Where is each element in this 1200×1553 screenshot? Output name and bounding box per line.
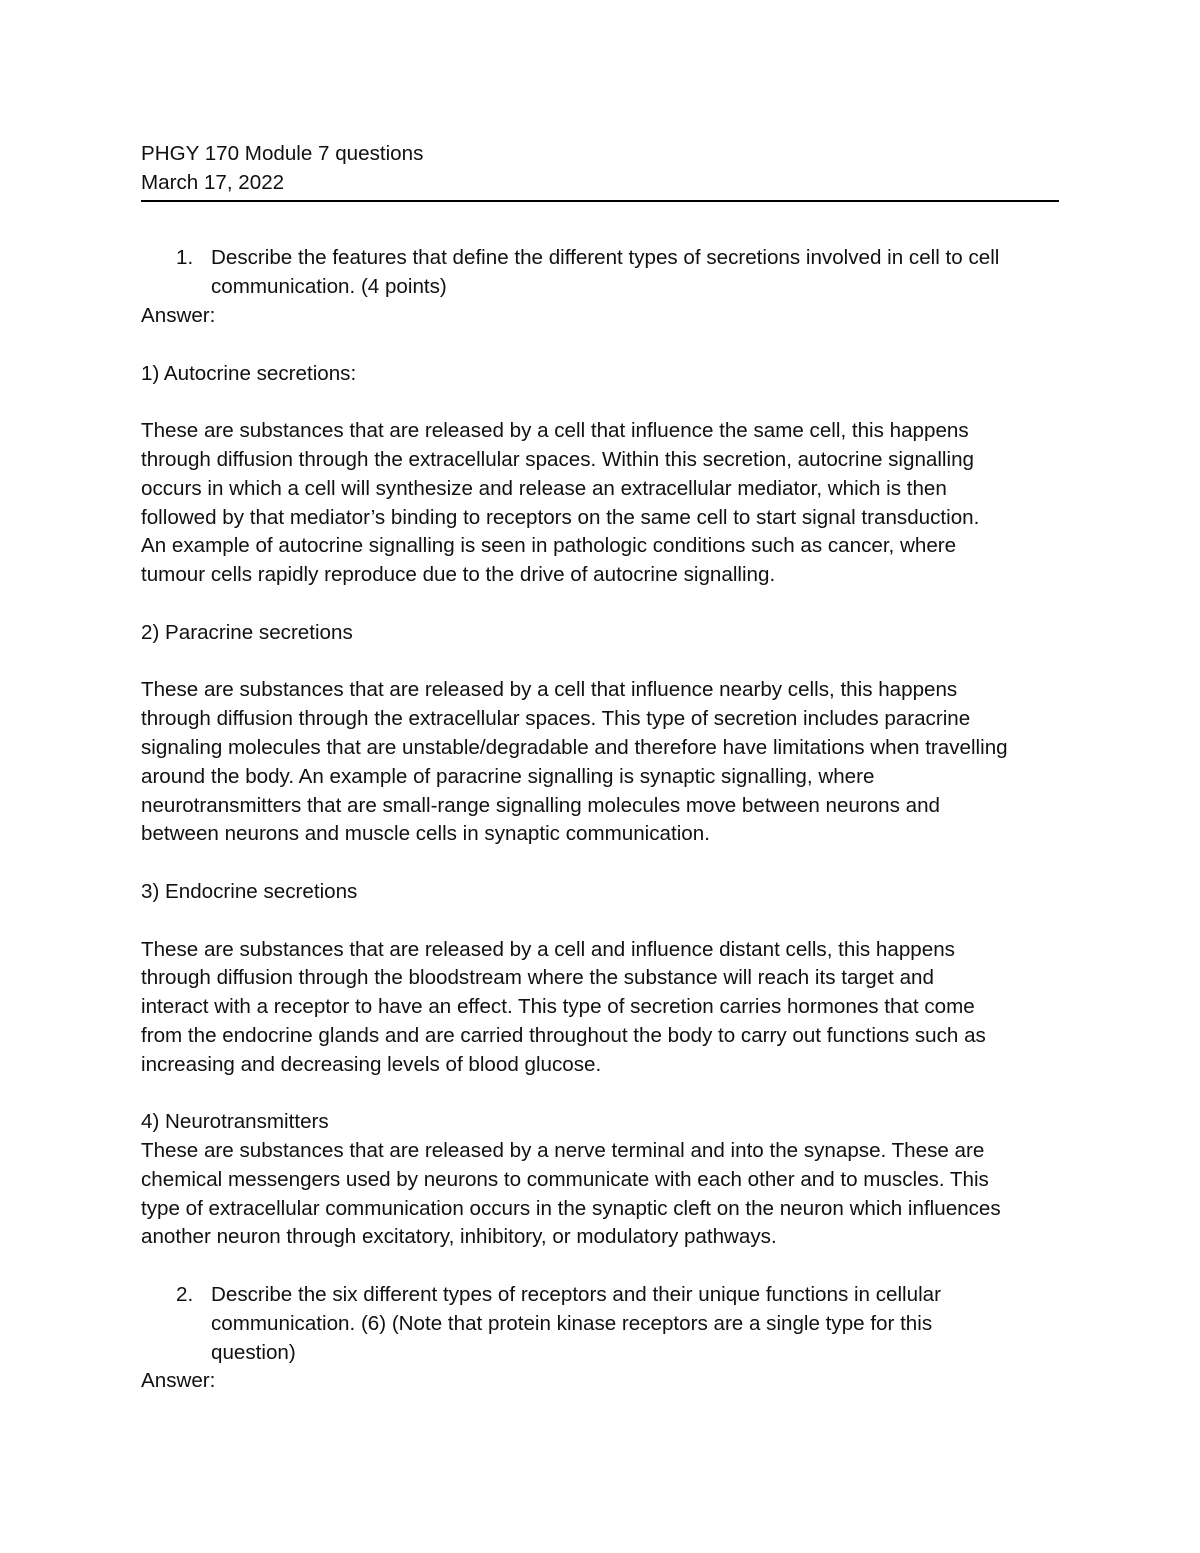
question-number: 2. — [176, 1283, 194, 1307]
body-line: increasing and decreasing levels of blood glucose. — [141, 1052, 602, 1076]
section-heading: 3) Endocrine secretions — [141, 879, 358, 903]
section-heading: 1) Autocrine secretions: — [141, 361, 357, 385]
body-line: through diffusion through the extracellular spaces. Within this secretion, autocrine signalling — [141, 447, 974, 471]
spacer — [141, 388, 1059, 417]
spacer — [141, 230, 1059, 244]
question-text-line: Describe the six different types of receptors and their unique functions in cellular — [211, 1283, 941, 1307]
question-number: 1. — [176, 246, 194, 270]
document-page — [141, 140, 1059, 1396]
body-line: another neuron through excitatory, inhibitory, or modulatory pathways. — [141, 1225, 777, 1249]
body-line: from the endocrine glands and are carried throughout the body to carry out functions such as — [141, 1023, 986, 1047]
body-line: An example of autocrine signalling is seen in pathologic conditions such as cancer, where — [141, 534, 957, 558]
body-line: These are substances that are released by a cell that influence nearby cells, this happens — [141, 678, 958, 702]
section-body — [141, 676, 1059, 849]
section-heading: 2) Paracrine secretions — [141, 620, 353, 644]
section-body — [141, 936, 1059, 1080]
body-line: between neurons and muscle cells in synaptic communication. — [141, 822, 710, 846]
document-title: PHGY 170 Module 7 questions — [141, 142, 424, 165]
spacer — [141, 648, 1059, 677]
spacer — [141, 907, 1059, 936]
section-heading: 4) Neurotransmitters — [141, 1110, 329, 1134]
spacer — [141, 1252, 1059, 1281]
body-line: interact with a receptor to have an effect. This type of secretion carries hormones that come — [141, 995, 975, 1019]
body-line: These are substances that are released by a cell and influence distant cells, this happens — [141, 937, 955, 961]
body-line: type of extracellular communication occurs in the synaptic cleft on the neuron which influences — [141, 1196, 1001, 1220]
question-1 — [141, 244, 1059, 302]
body-line: occurs in which a cell will synthesize and release an extracellular mediator, which is then — [141, 476, 947, 500]
body-line: These are substances that are released by a nerve terminal and into the synapse. These are — [141, 1139, 985, 1163]
section-body — [141, 417, 1059, 590]
spacer — [141, 202, 1059, 231]
answer-label: Answer: — [141, 1369, 216, 1393]
body-line: These are substances that are released by a cell that influence the same cell, this happens — [141, 419, 969, 443]
spacer — [141, 849, 1059, 878]
document-date: March 17, 2022 — [141, 170, 285, 194]
body-line: around the body. An example of paracrine signalling is synaptic signalling, where — [141, 764, 875, 788]
spacer — [141, 1080, 1059, 1109]
question-text-line: question) — [211, 1340, 296, 1364]
spacer — [141, 590, 1059, 619]
question-2 — [141, 1281, 1059, 1367]
answer-label: Answer: — [141, 303, 216, 327]
body-line: signaling molecules that are unstable/degradable and therefore have limitations when travelling — [141, 735, 1008, 759]
question-text-line: communication. (6) (Note that protein kinase receptors are a single type for this — [211, 1311, 933, 1335]
body-line: through diffusion through the bloodstream where the substance will reach its target and — [141, 966, 934, 990]
body-line: tumour cells rapidly reproduce due to the drive of autocrine signalling. — [141, 563, 776, 587]
spacer — [141, 331, 1059, 360]
question-text-line: Describe the features that define the different types of secretions involved in cell to cell — [211, 246, 1000, 270]
body-line: followed by that mediator’s binding to receptors on the same cell to start signal transduction. — [141, 505, 980, 529]
body-line: through diffusion through the extracellular spaces. This type of secretion includes paracrine — [141, 707, 971, 731]
question-text-line: communication. (4 points) — [211, 275, 447, 299]
body-line: chemical messengers used by neurons to communicate with each other and to muscles. This — [141, 1167, 989, 1191]
section-body — [141, 1137, 1059, 1252]
body-line: neurotransmitters that are small-range signalling molecules move between neurons and — [141, 793, 941, 817]
